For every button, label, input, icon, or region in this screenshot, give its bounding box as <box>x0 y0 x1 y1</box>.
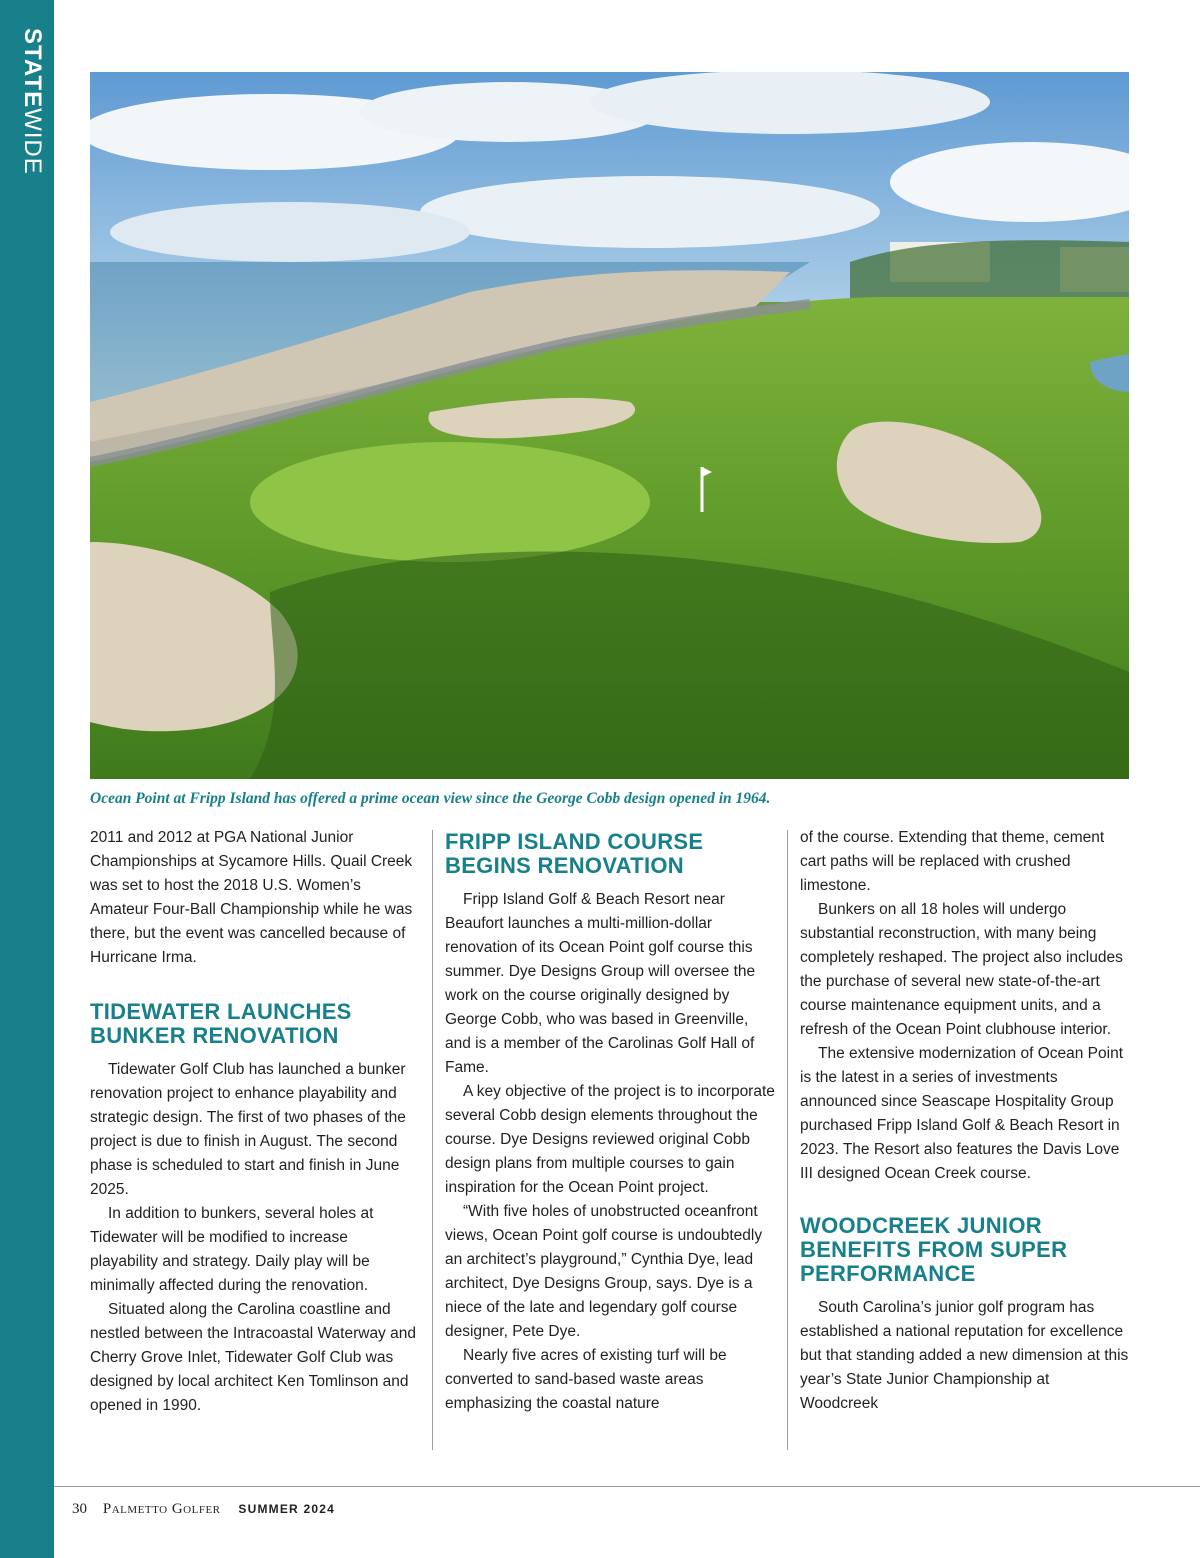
column-2 <box>445 826 775 1416</box>
column-divider <box>432 830 433 1450</box>
fripp-paragraph-2: A key objective of the project is to incorporate several Cobb design elements throughout the course. Dye Designs reviewed original Cobb design plans from multiple courses to gain inspiration for the Ocean Point project. <box>445 1083 775 1196</box>
tidewater-paragraph-1: Tidewater Golf Club has launched a bunker renovation project to enhance playability and strategic design. The first of two phases of the project is due to finish in August. The second phase is scheduled to start and finish in June 2025. <box>90 1061 406 1198</box>
fripp-paragraph-4: Nearly five acres of existing turf will be converted to sand-based waste areas emphasizing the coastal nature <box>445 1347 727 1412</box>
section-label <box>18 28 46 175</box>
issue-date: SUMMER 2024 <box>238 1502 335 1516</box>
photo-caption: Ocean Point at Fripp Island has offered a prime ocean view since the George Cobb design opened in 1964. <box>90 790 771 807</box>
page-number: 30 <box>72 1501 87 1517</box>
woodcreek-heading: WOODCREEK JUNIOR BENEFITS FROM SUPER PERFORMANCE <box>800 1213 1068 1286</box>
fripp-paragraph-3: “With five holes of unobstructed oceanfront views, Ocean Point golf course is undoubtedly an architect’s playground,” Cynthia Dye, lead architect, Dye Designs Group, says. Dye is a niece of the late and legendary golf course designer, Pete Dye. <box>445 1203 763 1340</box>
column-3-lead: of the course. Extending that theme, cement cart paths will be replaced with crushed limestone. <box>800 829 1105 894</box>
fripp-heading: FRIPP ISLAND COURSE BEGINS RENOVATION <box>445 829 704 878</box>
column-3 <box>800 826 1130 1416</box>
golf-course-photo <box>90 72 1129 779</box>
section-label-bold: STATE <box>19 28 46 109</box>
tidewater-paragraph-2: In addition to bunkers, several holes at Tidewater will be modified to increase playability and strategy. Daily play will be minimally affected during the renovation. <box>90 1205 374 1294</box>
tidewater-paragraph-3: Situated along the Carolina coastline and nestled between the Intracoastal Waterway and Cherry Grove Inlet, Tidewater Golf Club was designed by local architect Ken Tomlinson and opened in 1990. <box>90 1301 416 1414</box>
fripp-paragraph-1: Fripp Island Golf & Beach Resort near Beaufort launches a multi-million-dollar renovation of its Ocean Point golf course this summer. Dye Designs Group will oversee the work on the course originally designed by George Cobb, who was based in Greenville, and is a member of the Carolinas Golf Hall of Fame. <box>445 891 756 1076</box>
fripp-paragraph-6: The extensive modernization of Ocean Point is the latest in a series of investments announced since Seascape Hospitality Group purchased Fripp Island Golf & Beach Resort in 2023. The Resort also features the Davis Love III designed Ocean Creek course. <box>800 1045 1124 1182</box>
woodcreek-paragraph-1: South Carolina’s junior golf program has established a national reputation for excellence but that standing added a new dimension at this year’s State Junior Championship at Woodcreek <box>800 1299 1129 1412</box>
page-footer <box>72 1500 335 1518</box>
magazine-name: Palmetto Golfer <box>102 1501 221 1517</box>
footer-rule <box>54 1486 1200 1487</box>
tidewater-heading: TIDEWATER LAUNCHES BUNKER RENOVATION <box>90 999 352 1048</box>
section-label-light: WIDE <box>19 108 46 175</box>
column-1-lead: 2011 and 2012 at PGA National Junior Championships at Sycamore Hills. Quail Creek was set to host the 2018 U.S. Women’s Amateur Four-Ball Championship while he was there, but the event was cancelled because of Hurricane Irma. <box>90 829 413 966</box>
section-sidebar <box>0 0 54 1558</box>
column-1 <box>90 826 420 1418</box>
column-divider <box>787 830 788 1450</box>
fripp-paragraph-5: Bunkers on all 18 holes will undergo substantial reconstruction, with many being completely reshaped. The project also includes the purchase of several new state-of-the-art course maintenance equipment units, and a refresh of the Ocean Point clubhouse interior. <box>800 901 1123 1038</box>
